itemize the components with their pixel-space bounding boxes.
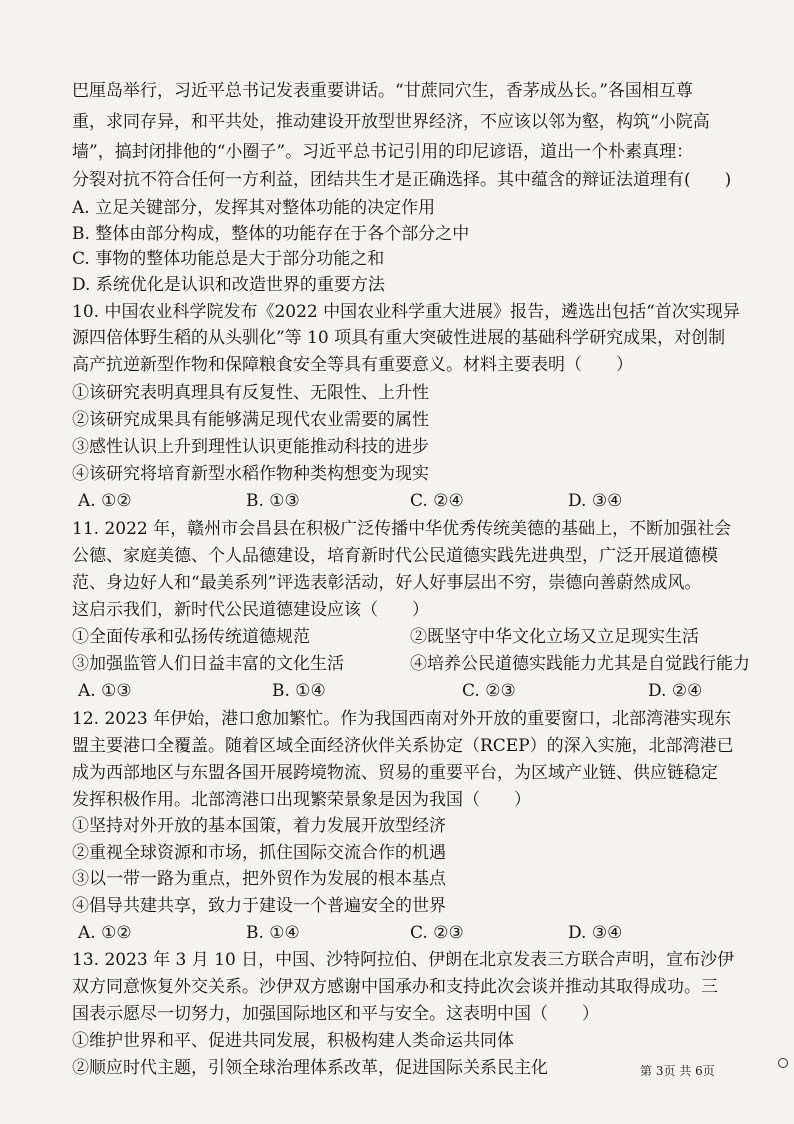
q9-option-c: C. 事物的整体功能总是大于部分功能之和 <box>72 249 385 269</box>
q10-item-2: ②该研究成果具有能够满足现代农业需要的属性 <box>72 410 429 430</box>
q11-stem-line: 公德、家庭美德、个人品德建设，培育新时代公民道德实践先进典型，广泛开展道德模 <box>72 546 718 566</box>
q10-choice-b: B. ①③ <box>246 491 300 511</box>
q12-item-1: ①坚持对外开放的基本国策，着力发展开放型经济 <box>72 816 446 836</box>
page-number: 第 3页 共 6页 <box>640 1064 715 1078</box>
q9-stem-line: 重，求同存异，和平共处，推动建设开放型世界经济，不应该以邻为壑，构筑“小院高 <box>72 112 710 132</box>
q11-choice-a: A. ①③ <box>78 681 132 701</box>
q9-option-b: B. 整体由部分构成，整体的功能存在于各个部分之中 <box>72 224 470 244</box>
q12-stem-line: 12. 2023 年伊始，港口愈加繁忙。作为我国西南对外开放的重要窗口，北部湾港实现东 <box>72 709 732 729</box>
q11-item-1: ①全面传承和弘扬传统道德规范 <box>72 627 310 647</box>
q13-stem-line: 13. 2023 年 3 月 10 日，中国、沙特阿拉伯、伊朗在北京发表三方联合声明，宣布沙伊 <box>72 950 735 970</box>
q9-option-d: D. 系统优化是认识和改造世界的重要方法 <box>72 275 385 295</box>
q12-item-2: ②重视全球资源和市场，抓住国际交流合作的机遇 <box>72 843 446 863</box>
q11-choice-b: B. ①④ <box>272 681 326 701</box>
q13-item-2: ②顺应时代主题，引领全球治理体系改革，促进国际关系民主化 <box>72 1058 548 1078</box>
binding-hole-icon <box>778 1058 788 1068</box>
q11-stem-line: 11. 2022 年，赣州市会昌县在积极广泛传播中华优秀传统美德的基础上，不断加强社会 <box>72 519 732 539</box>
q12-item-3: ③以一带一路为重点，把外贸作为发展的根本基点 <box>72 869 446 889</box>
q12-choice-c: C. ②③ <box>410 923 464 943</box>
q12-choice-a: A. ①② <box>78 923 132 943</box>
q11-choice-d: D. ②④ <box>648 681 703 701</box>
q11-stem-line: 这启示我们，新时代公民道德建设应该（ ） <box>72 600 429 620</box>
q10-item-3: ③感性认识上升到理性认识更能推动科技的进步 <box>72 437 429 457</box>
q12-choice-d: D. ③④ <box>568 923 623 943</box>
q13-stem-line: 国表示愿尽一切努力，加强国际地区和平与安全。这表明中国（ ） <box>72 1004 599 1024</box>
q10-item-4: ④该研究将培育新型水稻作物种类构想变为现实 <box>72 464 429 484</box>
q12-stem-line: 发挥积极作用。北部湾港口出现繁荣景象是因为我国（ ） <box>72 790 531 810</box>
q11-item-2: ②既坚守中华文化立场又立足现实生活 <box>410 627 699 647</box>
q10-choice-a: A. ①② <box>78 491 132 511</box>
q11-stem-line: 范、身边好人和“最美系列”评选表彰活动，好人好事层出不穷，崇德向善蔚然成风。 <box>72 573 702 593</box>
q11-items-row <box>72 651 788 677</box>
q11-choices <box>72 678 788 704</box>
q9-stem-line: 巴厘岛举行，习近平总书记发表重要讲话。“甘蔗同穴生，香茅成丛长。”各国相互尊 <box>72 81 693 101</box>
q9-stem-line: 墙”，搞封闭排他的“小圈子”。习近平总书记引用的印尼谚语，道出一个朴素真理： <box>72 142 694 162</box>
q13-item-1: ①维护世界和平、促进共同发展，积极构建人类命运共同体 <box>72 1031 514 1051</box>
q11-item-3: ③加强监管人们日益丰富的文化生活 <box>72 654 344 674</box>
q11-items-row <box>72 624 788 650</box>
q10-stem-line: 高产抗逆新型作物和保障粮食安全等具有重要意义。材料主要表明（ ） <box>72 355 633 375</box>
q9-stem-line: 分裂对抗不符合任何一方利益，团结共生才是正确选择。其中蕴含的辩证法道理有( ) <box>72 170 732 190</box>
q12-stem-line: 成为西部地区与东盟各国开展跨境物流、贸易的重要平台，为区域产业链、供应链稳定 <box>72 763 718 783</box>
q10-choices <box>72 488 788 514</box>
q12-stem-line: 盟主要港口全覆盖。随着区域全面经济伙伴关系协定（RCEP）的深入实施，北部湾港已 <box>72 736 734 756</box>
q10-stem-line: 10. 中国农业科学院发布《2022 中国农业科学重大进展》报告，遴选出包括“首次实现异 <box>72 302 740 322</box>
q9-option-a: A. 立足关键部分，发挥其对整体功能的决定作用 <box>72 198 436 218</box>
q12-item-4: ④倡导共建共享，致力于建设一个普遍安全的世界 <box>72 896 446 916</box>
q11-item-4: ④培养公民道德实践能力尤其是自觉践行能力 <box>410 654 750 674</box>
q11-choice-c: C. ②③ <box>462 681 516 701</box>
q13-stem-line: 双方同意恢复外交关系。沙伊双方感谢中国承办和支持此次会谈并推动其取得成功。三 <box>72 977 718 997</box>
q10-choice-d: D. ③④ <box>568 491 623 511</box>
q10-stem-line: 源四倍体野生稻的从头驯化”等 10 项具有重大突破性进展的基础科学研究成果，对创制 <box>72 328 726 348</box>
q10-choice-c: C. ②④ <box>410 491 464 511</box>
q12-choices <box>72 920 788 946</box>
q10-item-1: ①该研究表明真理具有反复性、无限性、上升性 <box>72 383 429 403</box>
q12-choice-b: B. ①④ <box>246 923 300 943</box>
